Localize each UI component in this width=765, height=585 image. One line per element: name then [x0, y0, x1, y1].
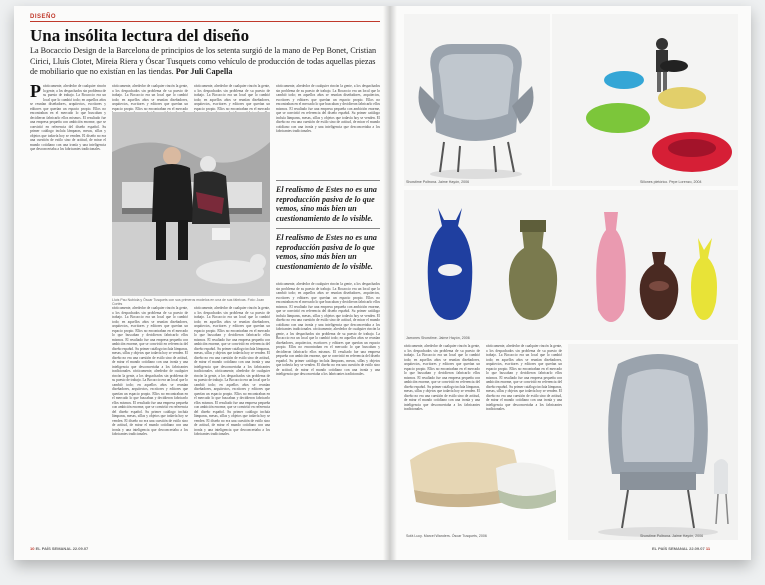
body-column-4-top [276, 84, 380, 174]
designers-photo-art [112, 112, 270, 296]
body-column-2-top [112, 84, 188, 110]
vases-image [404, 190, 738, 340]
headline: Una insólita lectura del diseño [30, 26, 250, 45]
body-text-8: rácticamente, alrededor de cualquier rincón la gente, a los despachados sin problema de su puesto de trabajo. La Bocaccio era un local que lo cambió todo; en aquellos años se reunían diseñadores, arquitectos, escritores y editores que querían un espacio propio. Ellos no encontraban en el mercado lo que buscaban y decidieron fabricarlo ellos mismos. El resultado fue una empresa pequeña con ambición enorme, que se convirtió en referencia del diseño español. Su primer catálogo incluía lámparas, mesas, sillas y objetos que todavía hoy se venden. El diseño no era una cuestión de estilo sino de actitud, de mirar el mundo cotidiano con una ironía y una inteligencia que desconcertaba a los fabricantes tradicionales. [276, 84, 380, 133]
body-column-2-bottom [112, 306, 188, 542]
showtime-chair-image [404, 14, 550, 186]
folio-left [30, 546, 88, 551]
standfirst [30, 46, 380, 78]
folio-left-text: EL PAÍS SEMANAL 22.09.07 [35, 546, 89, 551]
body-text-2: rácticamente, alrededor de cualquier rincón la gente, a los despachados sin problema de su puesto de trabajo. La Bocaccio era un local que lo cambió todo; en aquellos años se reunían diseñadores, arquitectos, escritores y editores que querían un espacio propio. Ellos no encontraban en el mercado [112, 84, 188, 111]
byline: Por Juli Capella [175, 67, 233, 76]
armchair-caption: Showtime Poltrona. Jaime Hayón, 2006 [640, 534, 704, 538]
body-text-5: rácticamente, alrededor de cualquier rincón la gente, a los despachados sin problema de su puesto de trabajo. La Bocaccio era un local que lo cambió todo; en aquellos años se reunían diseñadores, arquitectos, escritores y editores que querían un espacio propio. Ellos no encontraban en el mercado lo que buscaban y decidieron fabricarlo ellos mismos. El resultado fue una empresa pequeña con ambición enorme, que se convirtió en referencia del diseño español. Su primer catálogo incluía lámparas, mesas, sillas y objetos que todavía hoy se venden. El diseño no era una cuestión de estilo sino de actitud, de mirar el mundo cotidiano con una ironía y una inteligencia que desconcertaba a los fabricantes tradicionales. [112, 369, 189, 436]
body-text-6: rácticamente, alrededor de cualquier rincón la gente, a los despachados sin problema de su puesto de trabajo. La Bocaccio era un local que lo cambió todo; en aquellos años se reunían diseñadores, arquitectos, escritores y editores que querían un espacio propio. Ellos no encontraban en el mercado lo que buscaban y decidieron fabricarlo ellos mismos. El resultado fue una empresa pequeña con ambición enorme, que se convirtió en referencia del diseño español. Su primer catálogo incluía lámparas, mesas, sillas y objetos que todavía hoy se venden. El diseño no era una cuestión de estilo sino de actitud, de mirar el mundo cotidiano con una ironía y una inteligencia que desconcertaba a los fabricantes tradicionales. [194, 306, 270, 373]
sofa-image [404, 390, 566, 540]
drop-cap: P [30, 81, 41, 101]
designers-photo [112, 112, 270, 296]
vases-panel [404, 190, 738, 340]
body-column-1 [30, 81, 106, 542]
body-text-11: rácticamente, alrededor de cualquier rincón la gente, a los despachados sin problema de su puesto de trabajo. La Bocaccio era un local que lo cambió todo; en aquellos años se reunían diseñadores, arquitectos, escritores y editores que querían un espacio propio. Ellos no encontraban en el mercado lo que buscaban y decidieron fabricarlo ellos mismos. El resultado fue una empresa pequeña con ambición enorme, que se convirtió en referencia del diseño español. Su primer catálogo incluía lámparas, mesas, sillas y objetos que todavía hoy se venden. El diseño no era una cuestión de estilo sino de actitud, de mirar el mundo cotidiano con una ironía y una inteligencia que desconcertaba a los fabricantes tradicionales. [404, 344, 480, 411]
body-text-10: rácticamente, alrededor de cualquier rincón la gente, a los despachados sin problema de su puesto de trabajo. La Bocaccio era un local que lo cambió todo; en aquellos años se reunían diseñadores, arquitectos, escritores y editores que querían un espacio propio. Ellos no encontraban en el mercado lo que buscaban y decidieron fabricarlo ellos mismos. El resultado fue una empresa pequeña con ambición enorme, que se convirtió en referencia del diseño español. Su primer catálogo incluía lámparas, mesas, sillas y objetos que todavía hoy se venden. El diseño no era una cuestión de estilo sino de actitud, de mirar el mundo cotidiano con una ironía y una inteligencia que desconcertaba a los fabricantes tradicionales. [276, 327, 380, 376]
standfirst-text: La Bocaccio Design de la Barcelona de principios de los setenta surgió de la mano de Pep Bonet, Cristian Cirici, Lluís Clotet, Mireia Riera y Óscar Tusquets como vehículo de producción de todas aquellas piezas de mobiliario que no existían en las tiendas. [30, 46, 377, 76]
folio-right-text: EL PAÍS SEMANAL 22.09.07 [652, 546, 705, 551]
body-text-1: rácticamente, alrededor de cualquier rincón la gente, a los despachados sin problema de su puesto de trabajo. La Bocaccio era un local que lo cambió todo; en aquellos años se reunían diseñadores, arquitectos, escritores y editores que querían un espacio propio. Ellos no encontraban en el mercado lo que buscaban y decidieron fabricarlo ellos mismos. El resultado fue una empresa pequeña con ambición enorme, que se convirtió en referencia del diseño español. Su primer catálogo incluía lámparas, mesas, sillas y objetos que todavía hoy se venden. El diseño no era una cuestión de estilo sino de actitud, de mirar el mundo cotidiano con una ironía y una inteligencia que desconcertaba a los fabricantes tradicionales. [30, 84, 106, 151]
body-column-4-bottom [276, 282, 380, 542]
showtime-armchair-panel [568, 344, 738, 540]
poufs-image [552, 14, 738, 186]
showtime-chair-panel [404, 14, 550, 186]
body-text-3: rácticamente, alrededor de cualquier rincón la gente, a los despachados sin problema de su puesto de trabajo. La Bocaccio era un local que lo cambió todo; en aquellos años se reunían diseñadores, arquitectos, escritores y editores que querían un espacio propio. Ellos no encontraban en el mercado [194, 84, 270, 111]
page-fold [383, 6, 397, 560]
folio-right-page: 11 [705, 546, 711, 551]
vases-caption: Jarrones Showtime. Jaime Hayón, 2006 [406, 336, 470, 340]
showtime-caption: Showtime Poltrona. Jaime Hayón, 2006 [406, 180, 470, 184]
showtime-armchair-image [568, 344, 738, 540]
poufs-panel [552, 14, 738, 186]
section-label: DISEÑO [30, 14, 380, 22]
sofa-panel [404, 390, 566, 540]
body-column-3-top [194, 84, 270, 110]
photo-caption: Lluís Pau Nubiola y Óscar Tusquets con sus primeros modelos en una de sus fábricas. Foto: Joan Cortés [112, 298, 265, 306]
body-text-7: rácticamente, alrededor de cualquier rincón la gente, a los despachados sin problema de su puesto de trabajo. La Bocaccio era un local que lo cambió todo; en aquellos años se reunían diseñadores, arquitectos, escritores y editores que querían un espacio propio. Ellos no encontraban en el mercado lo que buscaban y decidieron fabricarlo ellos mismos. El resultado fue una empresa pequeña con ambición enorme, que se convirtió en referencia del diseño español. Su primer catálogo incluía lámparas, mesas, sillas y objetos que todavía hoy se venden. El diseño no era una cuestión de estilo sino de actitud, de mirar el mundo cotidiano con una ironía y una inteligencia que desconcertaba a los fabricantes tradicionales. [194, 369, 271, 436]
body-text-12: rácticamente, alrededor de cualquier rincón la gente, a los despachados sin problema de su puesto de trabajo. La Bocaccio era un local que lo cambió todo; en aquellos años se reunían diseñadores, arquitectos, escritores y editores que querían un espacio propio. Ellos no encontraban en el mercado lo que buscaban y decidieron fabricarlo ellos mismos. El resultado fue una empresa pequeña con ambición enorme, que se convirtió en referencia del diseño español. Su primer catálogo incluía lámparas, mesas, sillas y objetos que todavía hoy se venden. El diseño no era una cuestión de estilo sino de actitud, de mirar el mundo cotidiano con una ironía y una inteligencia que desconcertaba a los fabricantes tradicionales. [486, 344, 562, 411]
body-text-9: rácticamente, alrededor de cualquier rincón la gente, a los despachados sin problema de su puesto de trabajo. La Bocaccio era un local que lo cambió todo; en aquellos años se reunían diseñadores, arquitectos, escritores y editores que querían un espacio propio. Ellos no encontraban en el mercado lo que buscaban y decidieron fabricarlo ellos mismos. El resultado fue una empresa pequeña con ambición enorme, que se convirtió en referencia del diseño español. Su primer catálogo incluía lámparas, mesas, sillas y objetos que todavía hoy se venden. El diseño no era una cuestión de estilo sino de actitud, de mirar el mundo cotidiano con una ironía y una inteligencia que desconcertaba a los fabricantes tradicionales. [276, 282, 380, 331]
pull-quote-2: El realismo de Estes no es una reproducción pasiva de lo que vemos, sino más bien un cuestionamiento de lo visible. [276, 228, 380, 271]
body-column-3-bottom [194, 306, 270, 542]
sofa-caption: Sofá Lucy. Marcel Wanders. Óscar Tusquets, 2006 [406, 534, 487, 538]
folio-right [652, 546, 710, 551]
folio-left-page: 10 [30, 546, 35, 551]
body-text-4: rácticamente, alrededor de cualquier rincón la gente, a los despachados sin problema de su puesto de trabajo. La Bocaccio era un local que lo cambió todo; en aquellos años se reunían diseñadores, arquitectos, escritores y editores que querían un espacio propio. Ellos no encontraban en el mercado lo que buscaban y decidieron fabricarlo ellos mismos. El resultado fue una empresa pequeña con ambición enorme, que se convirtió en referencia del diseño español. Su primer catálogo incluía lámparas, mesas, sillas y objetos que todavía hoy se venden. El diseño no era una cuestión de estilo sino de actitud, de mirar el mundo cotidiano con una ironía y una inteligencia que desconcertaba a los fabricantes tradicionales. [112, 306, 188, 373]
poufs-caption: Sillones pletórico. Pepe Lorenzo, 2004 [640, 180, 702, 184]
pull-quote-1: El realismo de Estes no es una reproducción pasiva de lo que vemos, sino más bien un cuestionamiento de lo visible. [276, 180, 380, 223]
